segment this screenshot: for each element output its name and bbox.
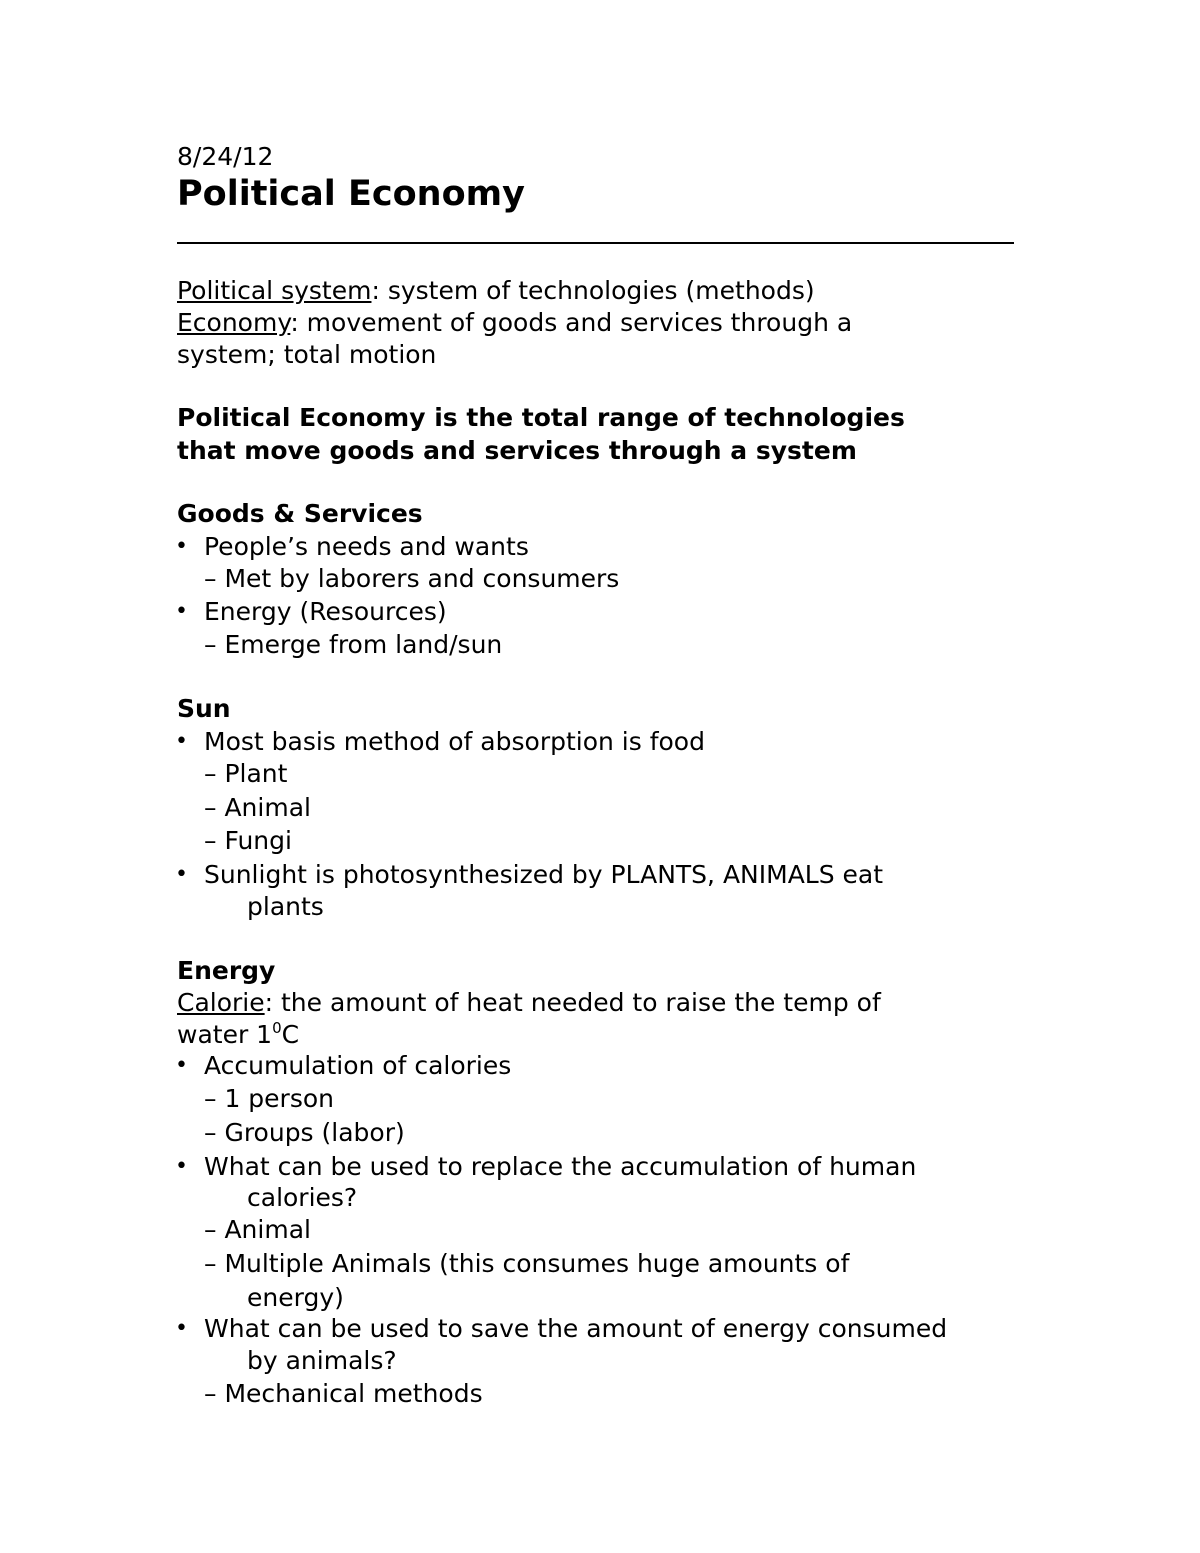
sub-list-item-continued: energy) (247, 1283, 344, 1312)
definition-text: water 1 (177, 1020, 273, 1049)
list-item: What can be used to save the amount of energy consumed (204, 1314, 948, 1343)
sub-list-item: – Multiple Animals (this consumes huge amounts of (204, 1249, 850, 1278)
definition-text: : the amount of heat needed to raise the temp of (264, 988, 881, 1017)
list-item-continued: by animals? (247, 1346, 397, 1375)
superscript: 0 (272, 1019, 282, 1037)
list-item: What can be used to replace the accumulation of human (204, 1152, 917, 1181)
definition-calorie (177, 986, 881, 1019)
sub-list-item: – Emerge from land/sun (204, 630, 503, 659)
term-calorie: Calorie (177, 988, 265, 1017)
definition-text: : system of technologies (methods) (371, 276, 815, 305)
statement-line: Political Economy is the total range of technologies (177, 403, 905, 432)
list-item-continued: calories? (247, 1183, 358, 1212)
definition-text: : movement of goods and services through a (290, 308, 853, 337)
title-divider (177, 242, 1014, 244)
sub-list-item: – Fungi (204, 826, 292, 855)
bullet-glyph: • (175, 599, 188, 624)
term-political-system: Political system (177, 276, 372, 305)
statement-line: that move goods and services through a system (177, 436, 857, 465)
definition-text-continued: system; total motion (177, 340, 437, 369)
sub-list-item: – 1 person (204, 1084, 334, 1113)
bullet-glyph: • (175, 1053, 188, 1078)
sub-list-item: – Animal (204, 1215, 311, 1244)
list-item: Most basis method of absorption is food (204, 727, 705, 756)
bullet-glyph: • (175, 862, 188, 887)
term-economy: Economy (177, 308, 291, 337)
bullet-glyph: • (175, 729, 188, 754)
section-heading-goods-services: Goods & Services (177, 499, 423, 528)
sub-list-item: – Plant (204, 759, 288, 788)
section-heading-sun: Sun (177, 694, 231, 723)
section-heading-energy: Energy (177, 956, 276, 985)
definition-text-continued (177, 1018, 299, 1051)
list-item: Accumulation of calories (204, 1051, 512, 1080)
definition-economy (177, 306, 852, 339)
list-item: Sunlight is photosynthesized by PLANTS, ANIMALS eat (204, 860, 884, 889)
bullet-glyph: • (175, 1154, 188, 1179)
sub-list-item: – Mechanical methods (204, 1379, 483, 1408)
bullet-glyph: • (175, 534, 188, 559)
bullet-glyph: • (175, 1316, 188, 1341)
definition-text: C (281, 1020, 300, 1049)
sub-list-item: – Animal (204, 793, 311, 822)
sub-list-item: – Groups (labor) (204, 1118, 405, 1147)
page-title: Political Economy (177, 174, 525, 214)
list-item: People’s needs and wants (204, 532, 529, 561)
date: 8/24/12 (177, 142, 274, 171)
list-item: Energy (Resources) (204, 597, 447, 626)
sub-list-item: – Met by laborers and consumers (204, 564, 620, 593)
list-item-continued: plants (247, 892, 324, 921)
definition-political-system (177, 274, 815, 307)
